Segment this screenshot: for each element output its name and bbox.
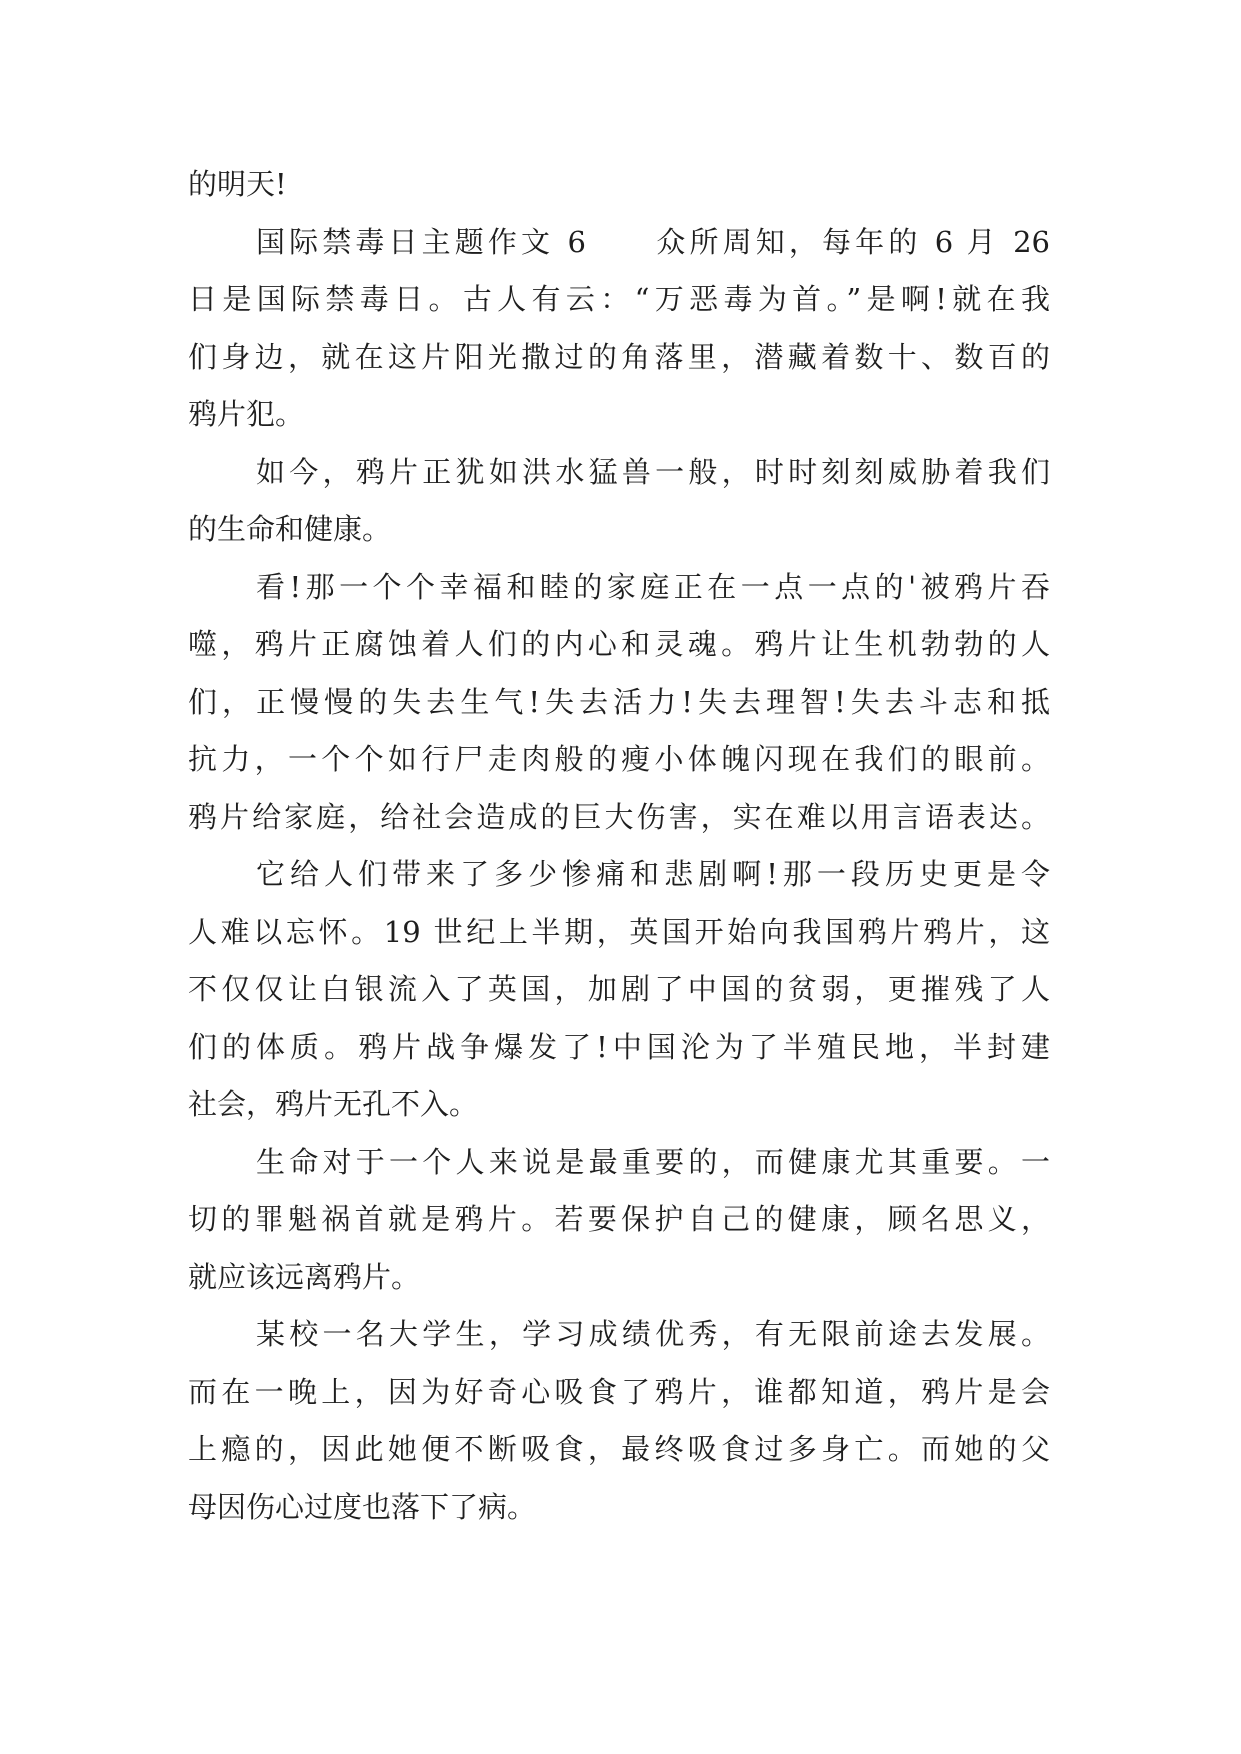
text-line: 人难以忘怀。19 世纪上半期，英国开始向我国鸦片鸦片，这: [188, 914, 1050, 949]
text-line: 们，正慢慢的失去生气!失去活力!失去理智!失去斗志和抵: [188, 684, 1050, 719]
text-line: 而在一晚上，因为好奇心吸食了鸦片，谁都知道，鸦片是会: [188, 1374, 1050, 1409]
text-line: 的明天!: [188, 167, 287, 201]
text-line: 鸦片给家庭，给社会造成的巨大伤害，实在难以用言语表达。: [188, 799, 1050, 834]
essay-body: [188, 156, 1050, 1536]
text-line: 日是国际禁毒日。古人有云：“万恶毒为首。”是啊!就在我: [188, 282, 1050, 316]
paragraph-first-line: 它给人们带来了多少惨痛和悲剧啊!那一段历史更是令: [256, 857, 1050, 891]
text-line: 不仅仅让白银流入了英国，加剧了中国的贫弱，更摧残了人: [188, 972, 1050, 1006]
paragraph-first-line: 看!那一个个幸福和睦的家庭正在一点一点的'被鸦片吞: [256, 569, 1050, 604]
text-line: 母因伤心过度也落下了病。: [188, 1489, 537, 1524]
text-line: 们身边，就在这片阳光撒过的角落里，潜藏着数十、数百的: [188, 339, 1050, 374]
text-line: 鸦片犯。: [188, 397, 305, 431]
text-line: 噬，鸦片正腐蚀着人们的内心和灵魂。鸦片让生机勃勃的人: [188, 627, 1050, 661]
paragraph-first-line: 国际禁毒日主题作文 6 众所周知，每年的 6 月 26: [256, 224, 1050, 259]
text-line: 就应该远离鸦片。: [188, 1259, 421, 1294]
paragraph-first-line: 生命对于一个人来说是最重要的，而健康尤其重要。一: [256, 1144, 1050, 1179]
text-line: 上瘾的，因此她便不断吸食，最终吸食过多身亡。而她的父: [188, 1432, 1050, 1466]
paragraph-first-line: 如今，鸦片正犹如洪水猛兽一般，时时刻刻威胁着我们: [256, 454, 1050, 489]
paragraph-first-line: 某校一名大学生，学习成绩优秀，有无限前途去发展。: [256, 1317, 1050, 1351]
text-line: 的生命和健康。: [188, 512, 392, 546]
text-line: 抗力，一个个如行尸走肉般的瘦小体魄闪现在我们的眼前。: [188, 742, 1050, 776]
text-line: 们的体质。鸦片战争爆发了!中国沦为了半殖民地，半封建: [188, 1029, 1050, 1064]
text-line: 社会，鸦片无孔不入。: [188, 1087, 479, 1121]
text-line: 切的罪魁祸首就是鸦片。若要保护自己的健康，顾名思义，: [188, 1202, 1050, 1236]
